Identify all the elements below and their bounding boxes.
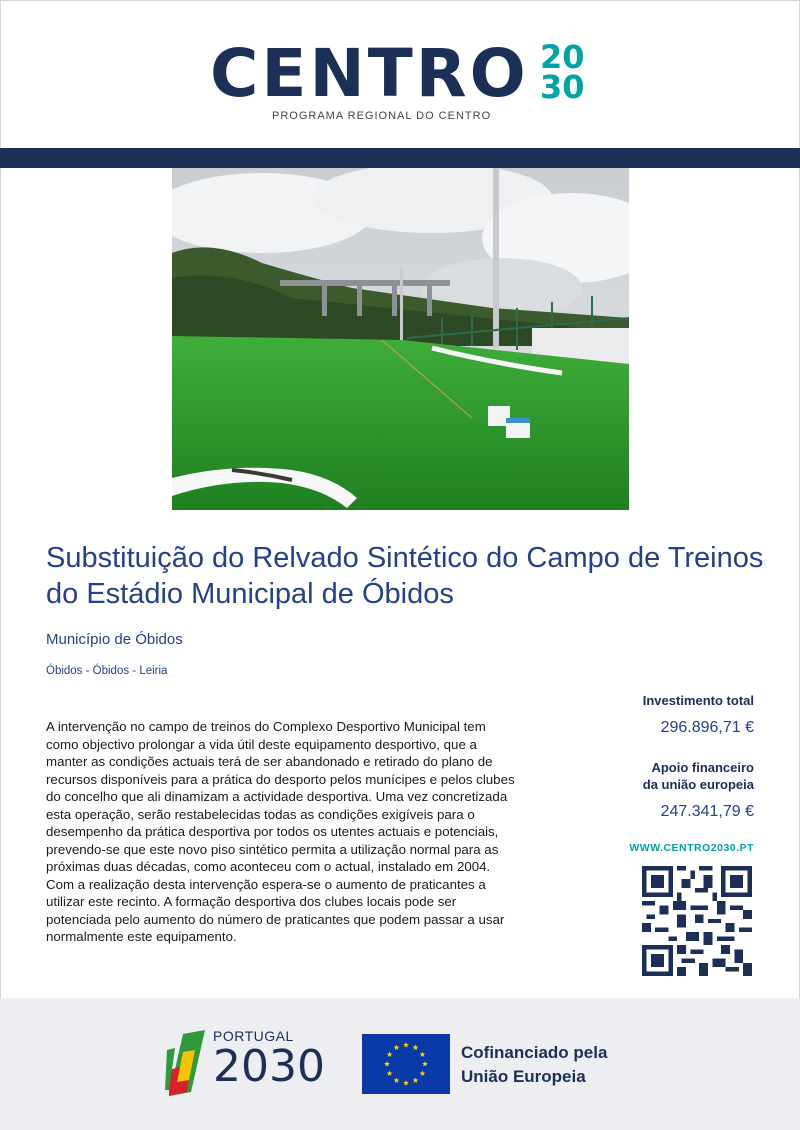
project-photo — [172, 168, 629, 510]
qr-code[interactable] — [642, 866, 752, 976]
logo-wordmark: CENTRO — [210, 35, 529, 112]
investment-label: Investimento total — [642, 693, 754, 708]
logo-year — [540, 38, 585, 106]
investment-value: 296.896,71 € — [660, 719, 754, 736]
project-title: Substituição do Relvado Sintético do Campo de Treinos do Estádio Municipal de Óbidos — [46, 542, 764, 610]
logo-year-bottom: 30 — [540, 68, 585, 106]
centro2030-logo — [210, 35, 590, 128]
eu-cofinancing-text — [461, 1041, 607, 1089]
beneficiary-name: Município de Óbidos — [46, 631, 183, 648]
portugal-year: 2030 — [213, 1041, 325, 1092]
logo-subtitle: PROGRAMA REGIONAL DO CENTRO — [272, 110, 492, 122]
eu-support-label-line2: da união europeia — [642, 777, 754, 792]
project-location: Óbidos - Óbidos - Leiria — [46, 665, 168, 677]
project-description: A intervenção no campo de treinos do Complexo Desportivo Municipal tem como objectivo prolongar a vida útil deste equipamento desportivo, que a manter as condições actuais terá de ser abandonado e retirado do plano de recursos disponíveis para a prática do desporto pelos munícipes e pelos clubes do concelho que ali dinamizam a actividade desportiva. Uma vez concretizada esta operação, serão restabelecidas todas as condições exigíveis para o desempenho da prática desportiva por todos os utentes actuais e potenciais, prevendo-se que este novo piso sintético permita a utilização normal para as próximas duas décadas, como aconteceu com o actual, instalado em 2004. Com a realização desta intervenção espera-se o aumento de praticantes a utilizar este recinto. A formação desportiva dos clubes locais pode ser potenciada pelo aumento do número de praticantes que podem passar a usar normalmente este equipamento. — [46, 719, 515, 944]
portugal-flag-icon — [165, 1030, 211, 1096]
eu-support-label — [554, 759, 754, 793]
eu-cofinancing-line1: Cofinanciado pela — [461, 1043, 608, 1062]
header-divider — [0, 148, 800, 168]
eu-support-label-line1: Apoio financeiro — [651, 760, 754, 775]
eu-support-value: 247.341,79 € — [660, 803, 754, 820]
eu-cofinancing-line2: União Europeia — [461, 1067, 586, 1086]
portugal-label: PORTUGAL — [213, 1028, 294, 1044]
financing-panel — [554, 692, 754, 843]
eu-flag-icon — [362, 1034, 450, 1094]
portugal2030-logo — [165, 1026, 330, 1096]
website-link[interactable]: WWW.CENTRO2030.PT — [629, 842, 754, 854]
logo-year-top: 20 — [540, 38, 585, 76]
